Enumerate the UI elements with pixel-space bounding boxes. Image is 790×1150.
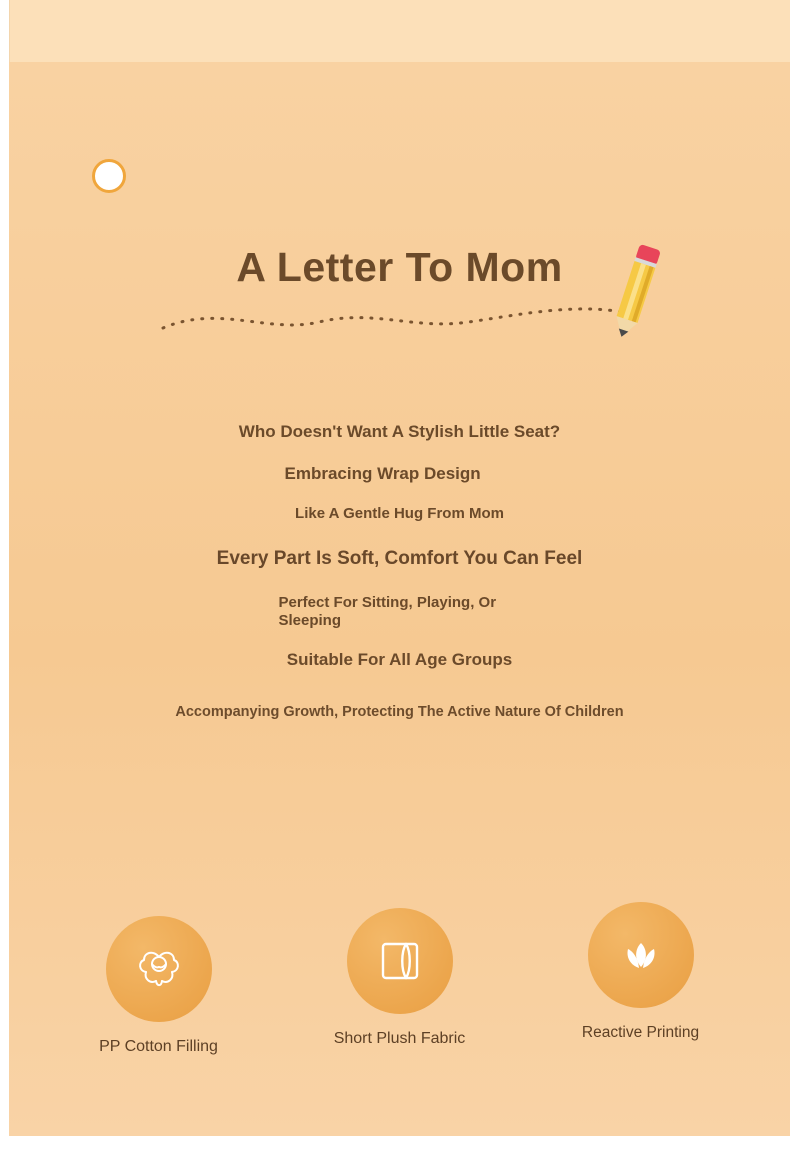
feature-label: Reactive Printing xyxy=(581,1024,700,1041)
feature-pp-cotton-filling xyxy=(71,916,246,1056)
feature-icon-circle xyxy=(588,902,694,1008)
page-title: A Letter To Mom xyxy=(236,244,563,290)
leaves-icon xyxy=(613,927,669,983)
fabric-roll-icon xyxy=(373,934,427,988)
feature-label: Short Plush Fabric xyxy=(333,1030,466,1047)
copy-line-1: Who Doesn't Want A Stylish Little Seat? xyxy=(238,422,561,441)
title-wrap xyxy=(9,244,790,290)
copy-line-7: Accompanying Growth, Protecting The Active Nature Of Children xyxy=(175,704,624,721)
copy-block xyxy=(9,422,790,720)
copy-line-4: Every Part Is Soft, Comfort You Can Feel xyxy=(216,547,583,569)
copy-line-6: Suitable For All Age Groups xyxy=(286,650,513,670)
feature-reactive-printing xyxy=(553,902,728,1042)
bottom-strip xyxy=(0,1136,790,1150)
copy-line-2: Embracing Wrap Design xyxy=(284,464,481,483)
top-band-left-edge xyxy=(0,0,10,62)
content-panel xyxy=(9,62,790,1136)
feature-label: PP Cotton Filling xyxy=(99,1038,218,1055)
feature-icon-circle xyxy=(347,908,453,1014)
copy-line-5: Perfect For Sitting, Playing, Or Sleeping xyxy=(278,593,497,630)
feature-row xyxy=(9,910,790,1056)
feature-icon-circle xyxy=(106,916,212,1022)
feature-short-plush-fabric xyxy=(312,908,487,1048)
circle-outline-decor-icon xyxy=(92,159,126,193)
pencil-icon xyxy=(601,237,671,347)
top-band xyxy=(0,0,790,62)
cotton-flower-icon xyxy=(130,940,188,998)
copy-line-3: Like A Gentle Hug From Mom xyxy=(295,504,504,522)
dotted-wave-divider-icon xyxy=(159,300,639,336)
